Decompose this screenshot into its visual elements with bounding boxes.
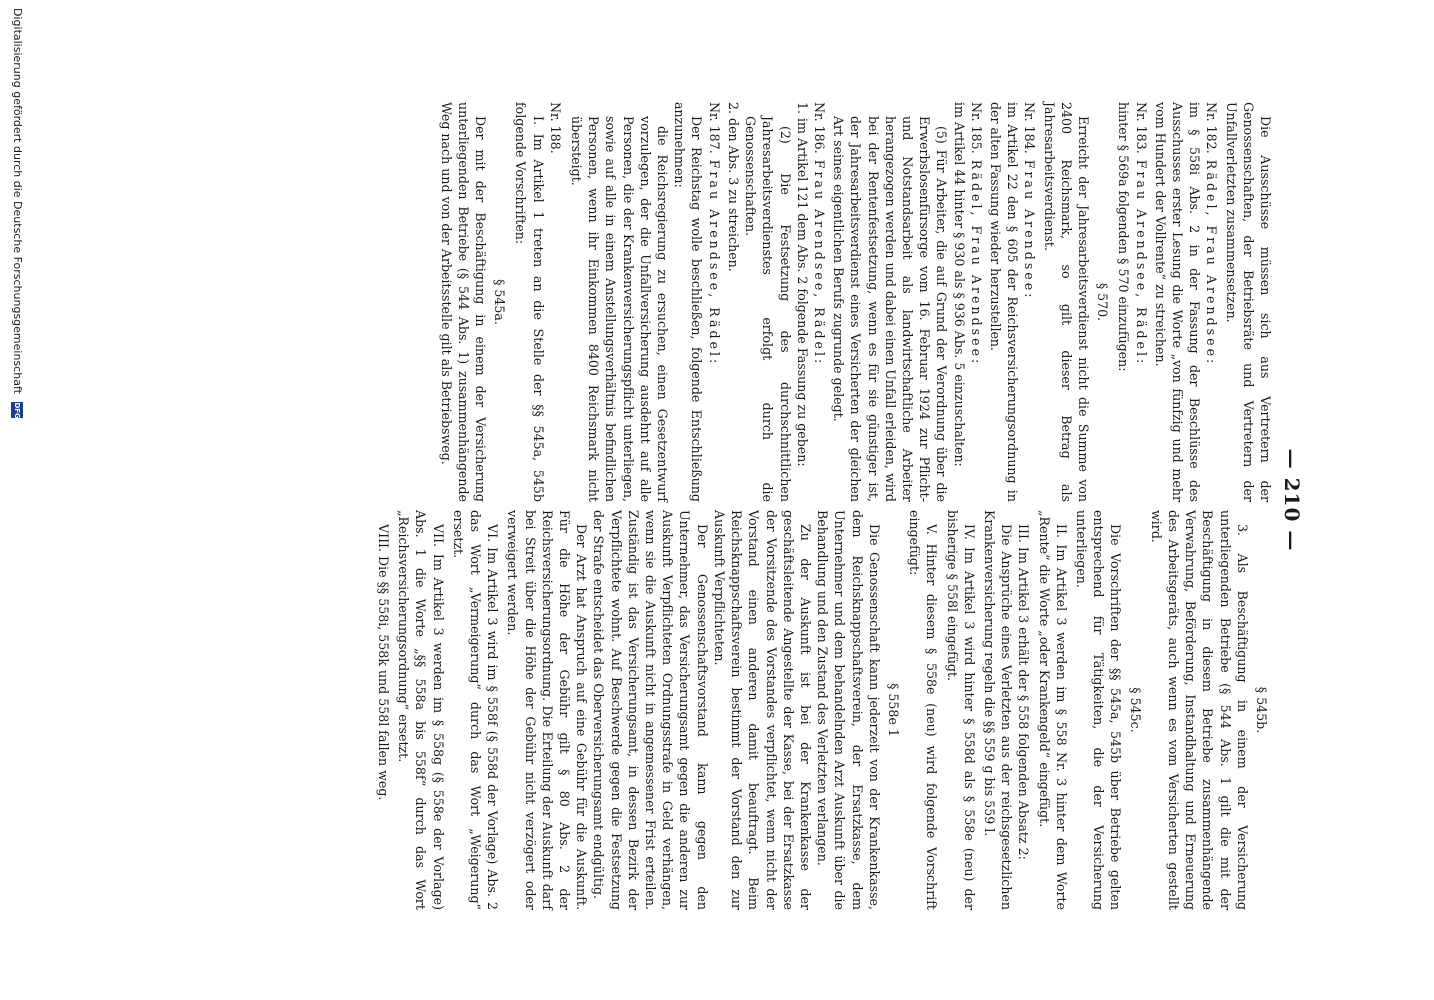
motion-187-text: Der Reichstag wolle beschließen, folgende Entschließung anzunehmen:: [672, 102, 705, 502]
motion-187-quote: die Reichsregierung zu ersuchen, einen Gesetzentwurf vorzulegen, der die Unfallversicherung ausdehnt auf alle Personen, die der Krankenversicherungspflicht unterliegen, sowie auf alle in einem Anstellungsverhältnis befindlichen Personen, wenn ihr Einkommen 8400 Reichsmark nicht übersteigt.: [569, 116, 671, 502]
motion-185-text: im Artikel 44 hinter § 930 als § 936 Abs. 5 einzuschalten:: [951, 102, 967, 467]
motion-182: [1203, 102, 1220, 502]
motion-185: [968, 102, 985, 502]
motion-number: Nr. 187.: [706, 102, 722, 154]
motion-182-text: im § 558i Abs. 2 in der Fassung der Beschlüsse des Ausschusses erster Lesung die Worte „von fünfzig und mehr vom Hundert der Vollrente“ zu streichen.: [1152, 102, 1203, 502]
motion-184-text: im Artikel 22 den § 605 der Reichsversicherungsordnung in der alten Fassung wieder herzustellen.: [987, 102, 1021, 502]
part-VI: VI. Im Artikel 3 wird im § 558f (§ 558d der Vorlage) Abs. 2 das Wort „Vermeigerung“ durch das Wort „Weigerung“ ersetzt.: [450, 510, 501, 910]
motion-number: Nr. 183.: [1133, 102, 1149, 154]
part-III: III. Im Artikel 3 erhält der § 558 folgenden Absatz 2:: [1016, 524, 1032, 860]
motion-186-item-1: 1. im Artikel 121 dem Abs. 2 folgende Fassung zu geben:: [794, 102, 810, 467]
motion-number: Nr. 185.: [968, 102, 984, 154]
motion-186-item-2: 2. den Abs. 3 zu streichen.: [725, 102, 741, 272]
section-558e1-para-4: Der Arzt hat Anspruch auf eine Gebühr für die Auskunft. Für die Höhe der Gebühr gilt § 80 Abs. 2 der Reichsversicherungsordnung. Die Erteilung der Auskunft darf bei Streit über die Höhe der Gebühr nicht verzögert oder verweigert werden.: [505, 510, 590, 910]
part-IV: IV. Im Artikel 3 wird hinter § 558d als § 558e (neu) der bisherige § 558l eingefügt.: [944, 510, 977, 910]
section-545c-text: Die Vorschriften der §§ 545a, 545b über Betriebe gelten entsprechend für Tätigkeiten, die der Versicherung unterliegen.: [1073, 510, 1124, 910]
motion-sponsors: Frau Arendsee, Rädel:: [811, 159, 827, 367]
part-III-quote: Die Ansprüche eines Verletzten aus der reichsgesetzlichen Krankenversicherung regeln die §§ 559 g bis 559 l.: [981, 510, 1015, 910]
motion-183-text: hinter § 569a folgenden § 570 einzufügen:: [1116, 102, 1132, 372]
part-VIII: VIII. Die §§ 558i, 558k und 558l fallen weg.: [376, 524, 392, 801]
dfg-logo-icon: DFG: [13, 402, 21, 419]
motion-number: Nr. 184.: [1022, 102, 1038, 154]
motion-number: Nr. 182.: [1204, 102, 1220, 154]
section-heading: § 545a.: [492, 279, 508, 325]
section-heading: § 570.: [1095, 282, 1111, 322]
credit-text: Digitalisierung gefördert durch die Deutsche Forschungsgemeinschaft: [11, 8, 24, 394]
motion-188-quote: Der mit der Beschäftigung in einem der Versicherung unterliegenden Betriebe (§ 544 Abs. 1) zusammenhängende Weg nach und von der Arbeitsstelle gilt als Betriebsweg.: [438, 102, 489, 502]
motion-188: [547, 102, 564, 502]
motion-185-quote: (5) Für Arbeiter, die auf Grund der Verordnung über die Erwerbslosenfürsorge vom 16. Februar 1924 zur Pflicht- und Notstandsarbeit als landwirtschaftliche Arbeiter herangezogen werden und dabei einen Unfall erleiden, wird bei der Rentenfestsetzung, wenn es für sie günstiger ist, der Jahresarbeitsverdienst eines Versicherten der gleichen Art seines eigentlichen Berufs zugrunde gelegt.: [831, 116, 950, 502]
part-VII: VII. Im Artikel 3 werden im § 558g (§ 558e der Vorlage) Abs. 1 die Worte „§§ 558a bis 558f“ durch das Wort „Reichsversicherungsordnung“ ersetzt.: [396, 510, 446, 910]
section-545b-text: 3. Als Beschäftigung in einem der Versicherung unterliegenden Betriebe (§ 544 Abs. 1 gilt die mit der Beschäftigung in diesem Betriebe zusammenhängende Verwahrung, Beförderung, Instandhaltung und Erneuerung des Arbeitsgeräts, auch wenn es vom Versicherten gestellt wird.: [1148, 510, 1250, 910]
motion-sponsors: Frau Arendsee, Rädel:: [1133, 159, 1149, 367]
digitization-credit: [8, 8, 26, 988]
section-558e1-para-1: Die Genossenschaft kann jederzeit von der Krankenkasse, dem Reichsknappschaftsverein, der Ersatzkasse, dem Unternehmer und dem behandelnden Arzt Auskunft über die Behandlung und den Zustand des Verletzten verlangen.: [815, 510, 882, 910]
motion-sponsors: Rädel, Frau Arendsee:: [968, 159, 984, 367]
motion-sponsors: Frau Arendsee:: [1022, 159, 1038, 301]
left-column: [437, 102, 1274, 502]
motion-number: Nr. 188.: [547, 102, 563, 154]
section-558e1-para-3: Der Genossenschaftsvorstand kann gegen den Unternehmer, das Versicherungsamt gegen die anderen zur Auskunft Verpflichteten Ordnungsstrafe in Geld verhängen, wenn sie die Auskunft nicht in angemessener Frist erteilen. Zuständig ist das Versicherungsamt, in dessen Bezirk der Verpflichtete wohnt. Auf Beschwerde gegen die Festsetzung der Strafe entscheidet das Oberversicherungsamt endgültig.: [591, 510, 710, 910]
motion-sponsors: Rädel, Frau Arendsee:: [1204, 159, 1220, 367]
motion-number: Nr. 186.: [811, 102, 827, 154]
motion-183: [1132, 102, 1149, 502]
motion-186-quote: (2) Die Festsetzung des durchschnittlichen Jahresarbeitsverdienstes erfolgt durch die Genossenschaften.: [743, 116, 793, 502]
section-heading: § 545c.: [1127, 687, 1143, 733]
motion-187: [706, 102, 723, 502]
motion-sponsors: Frau Arendsee, Rädel:: [706, 159, 722, 367]
part-II: II. Im Artikel 3 werden im § 558 Nr. 3 hinter dem Worte „Rente“ die Worte „oder Krankengeld“ eingefügt.: [1036, 510, 1069, 910]
section-heading: § 558e 1: [885, 683, 901, 737]
motion-188-part-1: I. Im Artikel 1 treten an die Stelle der §§ 545a, 545b folgende Vorschriften:: [513, 102, 546, 502]
section-558e1-para-2: Zu der Auskunft ist bei der Krankenkasse der geschäftsleitende Angestellte der Kasse, bei der Ersatzkasse der Vorsitzende des Vorstandes verpflichtet, wenn nicht der Vorstand einen anderen damit beauftragt. Beim Reichsknappschaftsverein bestimmt der Vorstand den zur Auskunft Verpflichteten.: [711, 510, 813, 910]
right-column: [375, 510, 1274, 910]
motion-184: [1021, 102, 1038, 502]
page-number: — 210 —: [1280, 448, 1304, 552]
paragraph-committees: Die Ausschüsse müssen sich aus Vertretern der Genossenschaften, der Betriebsräte und Vertretern der Unfallverletzten zusammensetzen.: [1223, 102, 1273, 502]
part-V: V. Hinter diesem § 558e (neu) wird folgende Vorschrift eingefügt:: [907, 510, 940, 910]
motion-183-quote: Erreicht der Jahresarbeitsverdienst nicht die Summe von 2400 Reichsmark, so gilt dieser Betrag als Jahresarbeitsverdienst.: [1041, 102, 1091, 502]
motion-186: [811, 102, 828, 502]
section-heading: § 545b.: [1254, 686, 1269, 734]
